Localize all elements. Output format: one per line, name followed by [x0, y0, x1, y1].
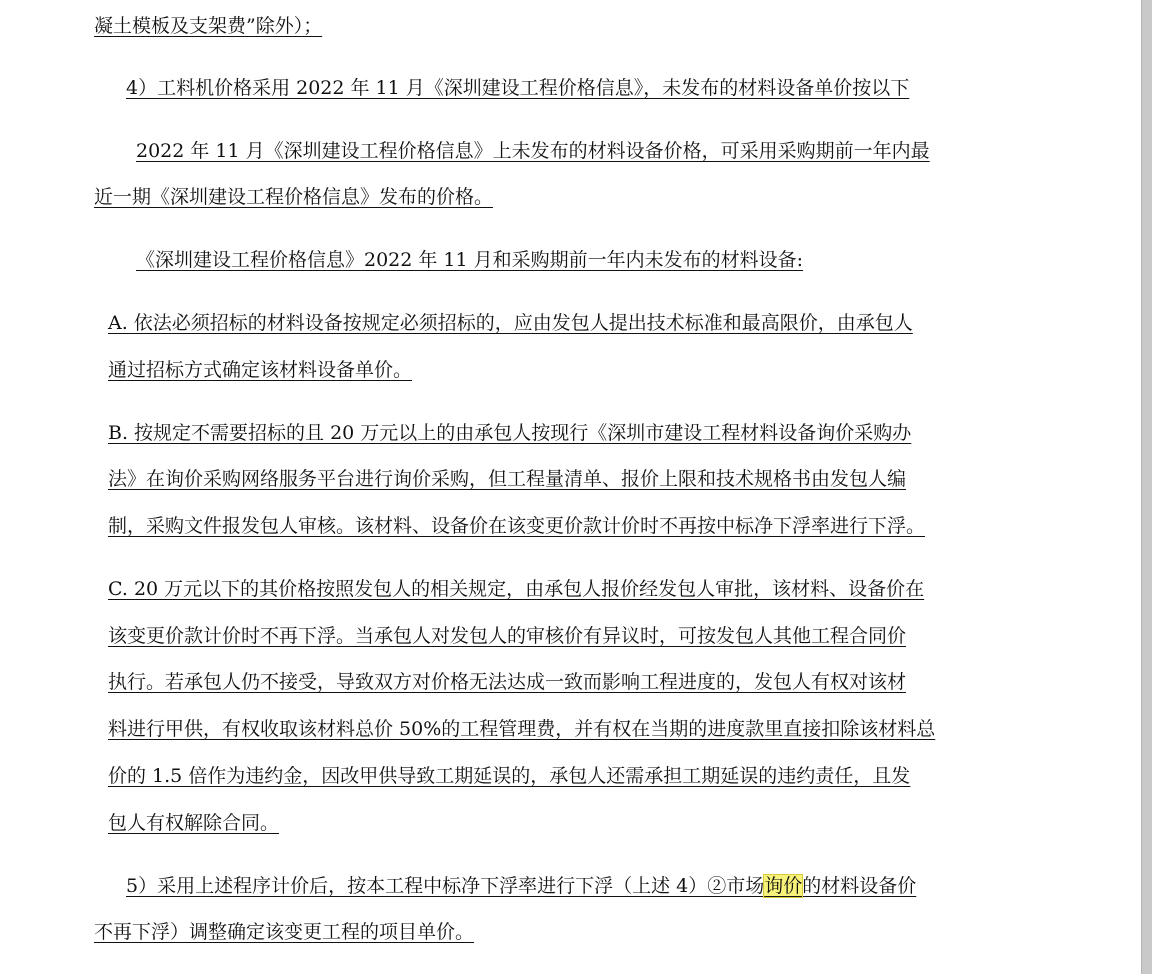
text-line: C. 20 万元以下的其价格按照发包人的相关规定，由承包人报价经发包人审批，该材料、设备价在: [108, 578, 925, 600]
text-segment: 的材料设备价: [802, 875, 917, 897]
text-line: 不再下浮）调整确定该变更工程的项目单价。: [94, 921, 475, 943]
text-line: 料进行甲供，有权收取该材料总价 50%的工程管理费，并有权在当期的进度款里直接扣除该材料总: [108, 718, 936, 740]
text-line: 包人有权解除合同。: [108, 812, 280, 834]
vertical-scrollbar[interactable]: [1141, 0, 1152, 974]
search-highlight[interactable]: 询价: [764, 875, 803, 897]
text-line: 通过招标方式确定该材料设备单价。: [108, 359, 413, 381]
text-line-item-5: [126, 874, 916, 898]
text-line: 4）工料机价格采用 2022 年 11 月《深圳建设工程价格信息》，未发布的材料设备单价按以下: [126, 77, 910, 99]
text-segment: 5）采用上述程序计价后，按本工程中标净下浮率进行下浮（上述 4）②市场: [126, 875, 765, 897]
text-line: 2022 年 11 月《深圳建设工程价格信息》上未发布的材料设备价格，可采用采购期前一年内最: [136, 140, 930, 162]
text-line: 价的 1.5 倍作为违约金，因改甲供导致工期延误的，承包人还需承担工期延误的违约责任，且发: [108, 765, 911, 787]
text-line: 近一期《深圳建设工程价格信息》发布的价格。: [94, 186, 494, 208]
text-line: 制，采购文件报发包人审核。该材料、设备价在该变更价款计价时不再按中标净下浮率进行下浮。: [108, 515, 926, 537]
text-line: 执行。若承包人仍不接受，导致双方对价格无法达成一致而影响工程进度的，发包人有权对该材: [108, 671, 907, 693]
text-line: B. 按规定不需要招标的且 20 万元以上的由承包人按现行《深圳市建设工程材料设备询价采购办: [108, 422, 912, 444]
text-line: A. 依法必须招标的材料设备按规定必须招标的，应由发包人提出技术标准和最高限价，由承包人: [108, 312, 913, 334]
text-line: 《深圳建设工程价格信息》2022 年 11 月和采购期前一年内未发布的材料设备:: [136, 249, 804, 271]
text-line: 凝土模板及支架费”除外）；: [94, 15, 323, 37]
text-line: 该变更价款计价时不再下浮。当承包人对发包人的审核价有异议时，可按发包人其他工程合同价: [108, 625, 907, 647]
text-line: 法》在询价采购网络服务平台进行询价采购，但工程量清单、报价上限和技术规格书由发包人编: [108, 468, 907, 490]
